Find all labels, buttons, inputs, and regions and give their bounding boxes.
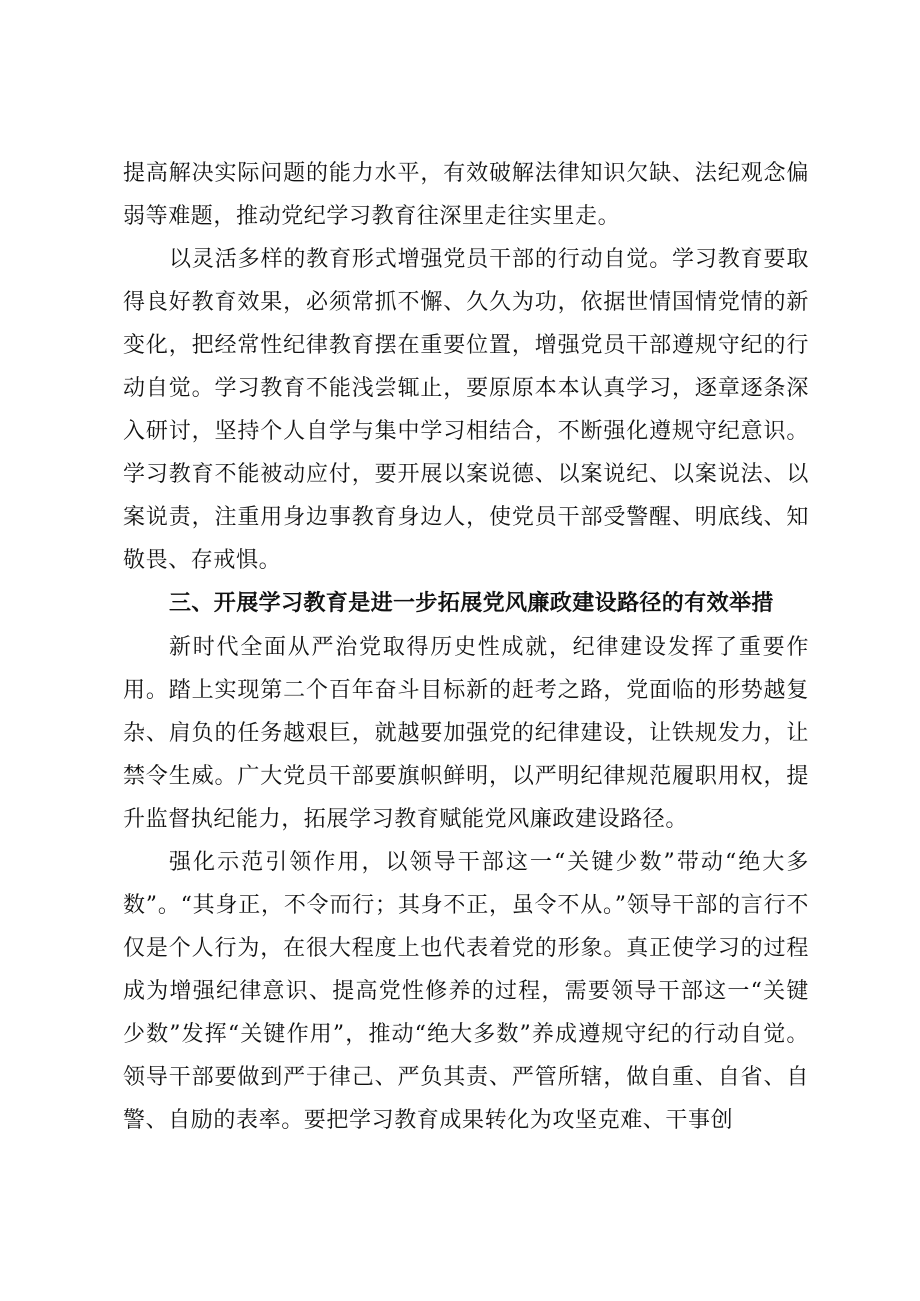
section-heading: 三、开展学习教育是进一步拓展党风廉政建设路径的有效举措 xyxy=(169,591,774,616)
paragraph-new-era: 新时代全面从严治党取得历史性成就，纪律建设发挥了重要作用。踏上实现第二个百年奋斗目标新的赶考之路，党面临的形势越复杂、肩负的任务越艰巨，就越要加强党的纪律建设，让铁规发力，让禁令生威。广大党员干部要旗帜鲜明，以严明纪律规范履职用权，提升监督执纪能力，拓展学习教育赋能党风廉政建设路径。 xyxy=(123,635,809,832)
paragraph-leadership-example: 强化示范引领作用，以领导干部这一“关键少数”带动“绝大多数”。“其身正，不令而行；其身不正，虽令不从。”领导干部的言行不仅是个人行为，在很大程度上也代表着党的形象。真正使学习的过程成为增强纪律意识、提高党性修养的过程，需要领导干部这一“关键少数”发挥“关键作用”，推动“绝大多数”养成遵规守纪的行动自觉。领导干部要做到严于律己、严负其责、严管所辖，做自重、自省、自警、自励的表率。要把学习教育成果转化为攻坚克难、干事创 xyxy=(123,850,809,1133)
paragraph-education-forms: 以灵活多样的教育形式增强党员干部的行动自觉。学习教育要取得良好教育效果，必须常抓不懈、久久为功，依据世情国情党情的新变化，把经常性纪律教育摆在重要位置，增强党员干部遵规守纪的行动自觉。学习教育不能浅尝辄止，要原原本本认真学习，逐章逐条深入研讨，坚持个人自学与集中学习相结合，不断强化遵规守纪意识。学习教育不能被动应付，要开展以案说德、以案说纪、以案说法、以案说责，注重用身边事教育身边人，使党员干部受警醒、明底线、知敬畏、存戒惧。 xyxy=(123,247,809,573)
document-body xyxy=(123,152,809,1142)
paragraph-continuation: 提高解决实际问题的能力水平，有效破解法律知识欠缺、法纪观念偏弱等难题，推动党纪学习教育往深里走往实里走。 xyxy=(123,161,809,229)
